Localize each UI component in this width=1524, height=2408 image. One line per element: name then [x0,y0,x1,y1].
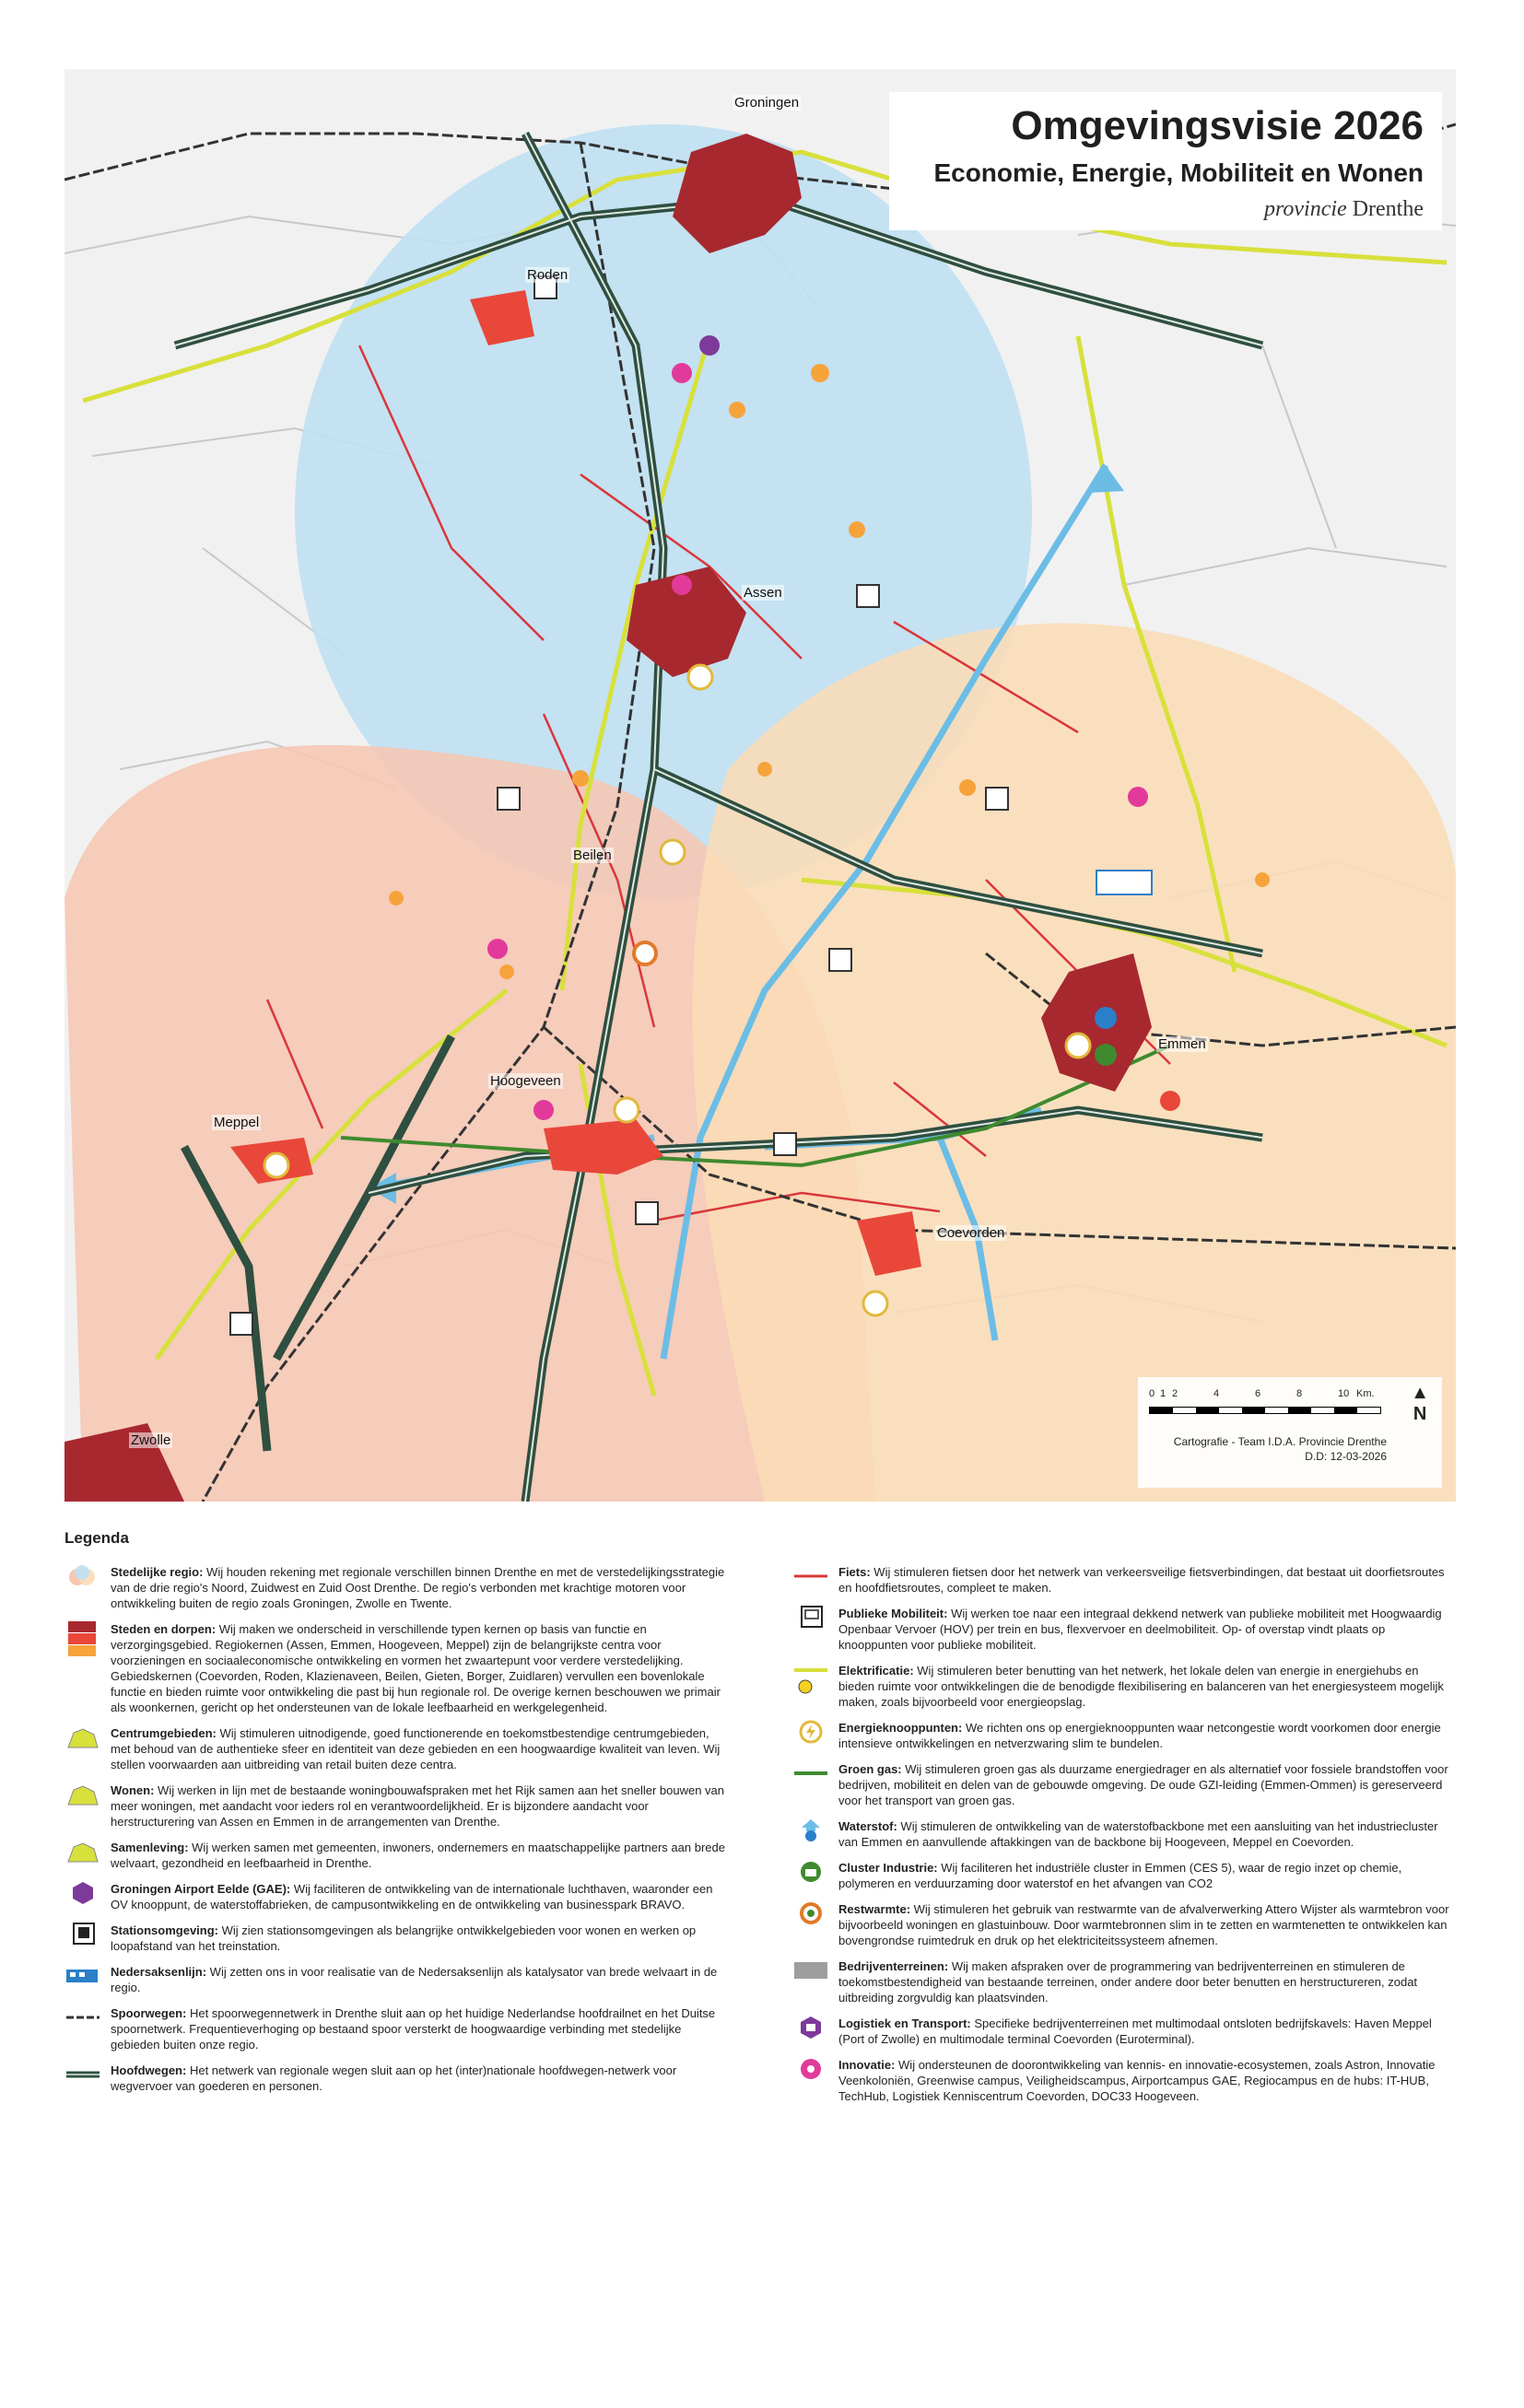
bus-icon [857,585,879,607]
legend-head: Elektrificatie: [838,1664,914,1677]
legend-text: Wij houden rekening met regionale verschillen binnen Drenthe en met de verstedelijkingsstrategie van de drie regio's Noord, Zuidwest en Zuid Oost Drenthe. De regio's verbonden met krachtige motoren voor ontwikkeling buiten de regio zoals Groningen, Zwolle en Twente. [111,1565,725,1610]
center-area-icon [64,1725,101,1749]
scale-ticks [1149,1388,1379,1401]
legend-text: Wij ondersteunen de doorontwikkeling van kennis- en innovatie-ecosystemen, zoals Astron, Innovatie Veenkoloniën, Greenwise campus, Veiligheidscampus, Airportcampus GAE, Regiocampus en de hubs: IT-HUB, TechHub, Logistiek Kenniscentrum Coevorden, DOC33 Hoogeveen. [838,2058,1436,2103]
airport-icon [699,335,720,356]
industry-cluster-icon [1095,1044,1117,1066]
scale-box [1138,1377,1442,1488]
legend-head: Wonen: [111,1783,155,1797]
legend-item [64,1881,728,1912]
legend-item [792,2016,1456,2047]
scale-tick: Km. [1356,1388,1375,1399]
bus-icon [829,949,851,971]
energy-node-icon [863,1292,887,1315]
label-meppel: Meppel [214,1115,260,1130]
energy-node-icon [1066,1034,1090,1058]
energy-node-icon [661,840,685,864]
legend-text: Wij werken in lijn met de bestaande woningbouwafspraken met het Rijk samen aan het sneller bouwen van meer woningen, met aandacht voor ieders rol en verantwoordelijkheid. Er is bijzondere aandacht voor herstructurering van Assen en Emmen in de arrangementen van Drenthe. [111,1783,725,1829]
bus-icon [230,1313,252,1335]
bus-icon [774,1133,796,1155]
map-canvas [64,69,1456,1502]
legend-head: Steden en dorpen: [111,1622,217,1636]
legend-head: Restwarmte: [838,1902,911,1916]
residual-heat-icon [634,942,656,964]
legend-text: Wij stimuleren de ontwikkeling van de waterstofbackbone met een aansluiting van het industriecluster van Emmen en aanvullende aftakkingen van de backbone bij Hoogeveen, Meppel en Coevorden. [838,1819,1438,1849]
credit-line-1: Cartografie - Team I.D.A. Provincie Drenthe [1173,1435,1387,1448]
legend-head: Centrumgebieden: [111,1726,217,1740]
cycling-icon [792,1564,829,1588]
main-road-icon [64,2063,101,2087]
scale-bar [1149,1407,1381,1414]
innovation-icon [792,2057,829,2081]
legend-column-right [792,1564,1456,2114]
legend-text: Het netwerk van regionale wegen sluit aan op het (inter)nationale hoofdwegen-netwerk voor wegvervoer van goederen en personen. [111,2063,677,2093]
map-credit [1174,1434,1387,1464]
innovation-icon [487,939,508,959]
legend-item [64,1840,728,1871]
legend-head: Stationsomgeving: [111,1923,219,1937]
nedersaksenlijn-icon [1096,871,1152,894]
housing-icon [64,1783,101,1806]
credit-line-2: D.D: 12-03-2026 [1305,1450,1387,1463]
scale-tick: 4 [1213,1388,1220,1399]
legend-text: Wij zien stationsomgevingen als belangrijke ontwikkelgebieden voor wonen en werken op loopafstand van het treinstation. [111,1923,697,1953]
bus-icon [986,788,1008,810]
legend-item [64,1964,728,1995]
legend-item [64,1564,728,1611]
legend-head: Groen gas: [838,1762,902,1776]
legend-item [792,1901,1456,1948]
innovation-icon [533,1100,554,1120]
legend-head: Fiets: [838,1565,871,1579]
airport-icon [64,1881,101,1905]
legend-item [64,1783,728,1829]
energy-node-icon [615,1098,639,1122]
title-box [889,92,1442,230]
legend-text: Wij stimuleren uitnodigende, goed functionerende en toekomstbestendige centrumgebieden, met behoud van de authentieke sfeer en identiteit van deze gebieden en een hoogwaardige kwaliteit van leven. Wij stellen voorwaarden aan uitbreiding van retail buiten deze centra. [111,1726,721,1771]
legend-text: Wij maken we onderscheid in verschillende typen kernen op basis van functie en verzorgingsgebied. Regiokernen (Assen, Emmen, Hoogeveen, Meppel) zijn de belangrijkste centra voor voorzieningen en sociaaleconomische ontwikkeling en vormen het zwaartepunt voor verdere verstedelijking. Gebiedskernen (Coevorden, Roden, Klazienaveen, Beilen, Gieten, Borger, Zuidlaren) vervullen een bovenlokale functie en bieden ruimte voor ontwikkeling die past bij hun regionale rol. De overige kernen beschouwen we primair als woonkernen, gericht op het ondersteunen van de lokale leefbaarheid en werkgelegenheid. [111,1622,721,1714]
legend-head: Hoofdwegen: [111,2063,187,2077]
nedersaksenlijn-icon [64,1964,101,1988]
scale-tick: 8 [1296,1388,1303,1399]
legend-head: Stedelijke regio: [111,1565,204,1579]
legend-head: Nedersaksenlijn: [111,1965,207,1979]
map-area [64,69,1456,1502]
legend-head: Innovatie: [838,2058,896,2072]
legend-head: Publieke Mobiliteit: [838,1607,948,1620]
legend-head: Bedrijventerreinen: [838,1959,949,1973]
legend-item [792,2057,1456,2104]
legend-item [792,1860,1456,1891]
energy-node-icon [792,1720,829,1744]
brand-logo [1264,197,1424,222]
scale-tick: 6 [1255,1388,1261,1399]
label-groningen: Groningen [734,95,800,111]
label-assen: Assen [744,585,782,601]
innovation-icon [672,575,692,595]
railway-icon [64,2005,101,2029]
legend-text: Wij zetten ons in voor realisatie van de Nedersaksenlijn als katalysator van brede welvaart in de regio. [111,1965,718,1994]
legend-text: Wij werken samen met gemeenten, inwoners, ondernemers en maatschappelijke partners aan brede welvaart, gezondheid en leefbaarheid in Drenthe. [111,1841,725,1870]
innovation-icon [672,363,692,383]
business-park-icon [792,1958,829,1982]
legend-text: Wij faciliteren de ontwikkeling van de internationale luchthaven, waaronder een OV knooppunt, de waterstoffabrieken, de campusontwikkeling en de ontwikkeling van businesspark BRAVO. [111,1882,713,1911]
legend-item [792,1720,1456,1751]
label-zwolle: Zwolle [131,1432,171,1448]
green-gas-icon [792,1761,829,1785]
legend-head: Cluster Industrie: [838,1861,938,1875]
legend-item [64,1923,728,1954]
legend-text: Specifieke bedrijventerreinen met multimodaal ontsloten bedrijfskavels: Haven Meppel (Port of Zwolle) en multimodale terminal Coevorden (Euroterminal). [838,2016,1432,2046]
legend-text: Wij maken afspraken over de programmering van bedrijventerreinen en stimuleren de toekomstbestendigheid van bestaande terreinen, onder andere door beter benutten en herstructureren, zodat uitbreiding zorgvuldig kan plaatsvinden. [838,1959,1418,2005]
label-emmen: Emmen [1158,1036,1206,1052]
cities-towns-icon [64,1621,101,1658]
map-subtitle: Economie, Energie, Mobiliteit en Wonen [933,158,1424,187]
legend-head: Logistiek en Transport: [838,2016,971,2030]
legend-title: Legenda [64,1529,129,1547]
map-title: Omgevingsvisie 2026 [1011,103,1424,148]
brand-name: Drenthe [1352,197,1424,221]
scale-tick: 0 [1149,1388,1155,1399]
brand-prefix: provincie [1263,197,1347,221]
legend-item [64,2063,728,2094]
hydrogen-icon [792,1818,829,1842]
scale-tick: 2 [1172,1388,1178,1399]
legend-item [64,1621,728,1715]
energy-node-icon [264,1153,288,1177]
society-icon [64,1840,101,1864]
legend-head: Energieknooppunten: [838,1721,963,1735]
legend-head: Spoorwegen: [111,2006,187,2020]
bus-icon [498,788,520,810]
legend-item [792,1958,1456,2005]
legend-text: Wij stimuleren het gebruik van restwarmte van de afvalverwerking Attero Wijster als warmtebron voor bijvoorbeeld woningen en glastuinbouw. Door warmtebronnen slim in te zetten en warmtenetten te ontwikkelen kan bovengrondse ruimtedruk en druk op het elektriciteitssysteem afnemen. [838,1902,1449,1947]
energy-node-icon [688,665,712,689]
legend-item [792,1818,1456,1850]
label-coevorden: Coevorden [937,1225,1005,1241]
north-label: N [1413,1404,1427,1424]
legend-head: Samenleving: [111,1841,189,1854]
legend-text: Wij stimuleren beter benutting van het netwerk, het lokale delen van energie in energiehubs en bieden ruimte voor ontwikkelingen die de benodigde flexibilisering en balanceren van het energiesysteem mogelijk maken, zoals bijvoorbeeld voor energieopslag. [838,1664,1444,1709]
legend-text: Wij werken toe naar een integraal dekkend netwerk van publieke mobiliteit met Hoogwaardig Openbaar Vervoer (HOV) per trein en bus, flexvervoer en deelmobiliteit. Op- of overstap vindt plaats op knooppunten voor publieke mobiliteit. [838,1607,1442,1652]
logistics-icon [792,2016,829,2040]
label-beilen: Beilen [573,847,612,863]
residual-heat-icon [792,1901,829,1925]
label-roden: Roden [527,267,569,283]
label-hoogeveen: Hoogeveen [490,1073,561,1089]
legend-head: Groningen Airport Eelde (GAE): [111,1882,291,1896]
legend-item [792,1761,1456,1808]
innovation-icon [1128,787,1148,807]
legend-text: Wij stimuleren fietsen door het netwerk van verkeersveilige fietsverbindingen, dat bestaat uit doorfietsroutes en hoofdfietsroutes, compleet te maken. [838,1565,1445,1595]
legend [64,1529,1456,2386]
legend-text: Wij faciliteren het industriële cluster in Emmen (CES 5), waar de regio inzet op chemie, polymeren en verduurzaming door waterstof en het afvangen van CO2 [838,1861,1402,1890]
legend-text: Wij stimuleren groen gas als duurzame energiedrager en als alternatief voor fossiele brandstoffen voor bedrijven, mobiliteit en delen van de gebouwde omgeving. De oude GZI-leiding (Emmen-Ommen) is gereserveerd voor het transport van groen gas. [838,1762,1448,1807]
hydrogen-icon [1095,1007,1117,1029]
legend-text: We richten ons op energieknooppunten waar netcongestie wordt voorkomen door energie intensieve ontwikkelingen en netverzwaring slim te bundelen. [838,1721,1441,1750]
industry-cluster-icon [792,1860,829,1884]
legend-item [792,1606,1456,1653]
legend-text: Het spoorwegennetwerk in Drenthe sluit aan op het huidige Nederlandse hoofdrailnet en het Duitse spoornetwerk. Frequentieverhoging op bestaand spoor versterkt de hoogwaardige verbinding met stedelijke gebieden buiten onze regio. [111,2006,716,2051]
bus-icon [792,1606,829,1630]
electricity-icon [792,1663,829,1700]
urban-region-icon [64,1564,101,1588]
legend-item [792,1663,1456,1710]
legend-item [64,1725,728,1772]
legend-item [64,2005,728,2052]
scale-tick: 1 [1160,1388,1166,1399]
legend-item [792,1564,1456,1596]
bus-icon [636,1202,658,1224]
scale-tick: 10 [1338,1388,1350,1399]
legend-head: Waterstof: [838,1819,897,1833]
north-arrow-icon: ▲ N [1411,1383,1429,1424]
station-area-icon [64,1923,101,1946]
legend-column-left [64,1564,728,2104]
